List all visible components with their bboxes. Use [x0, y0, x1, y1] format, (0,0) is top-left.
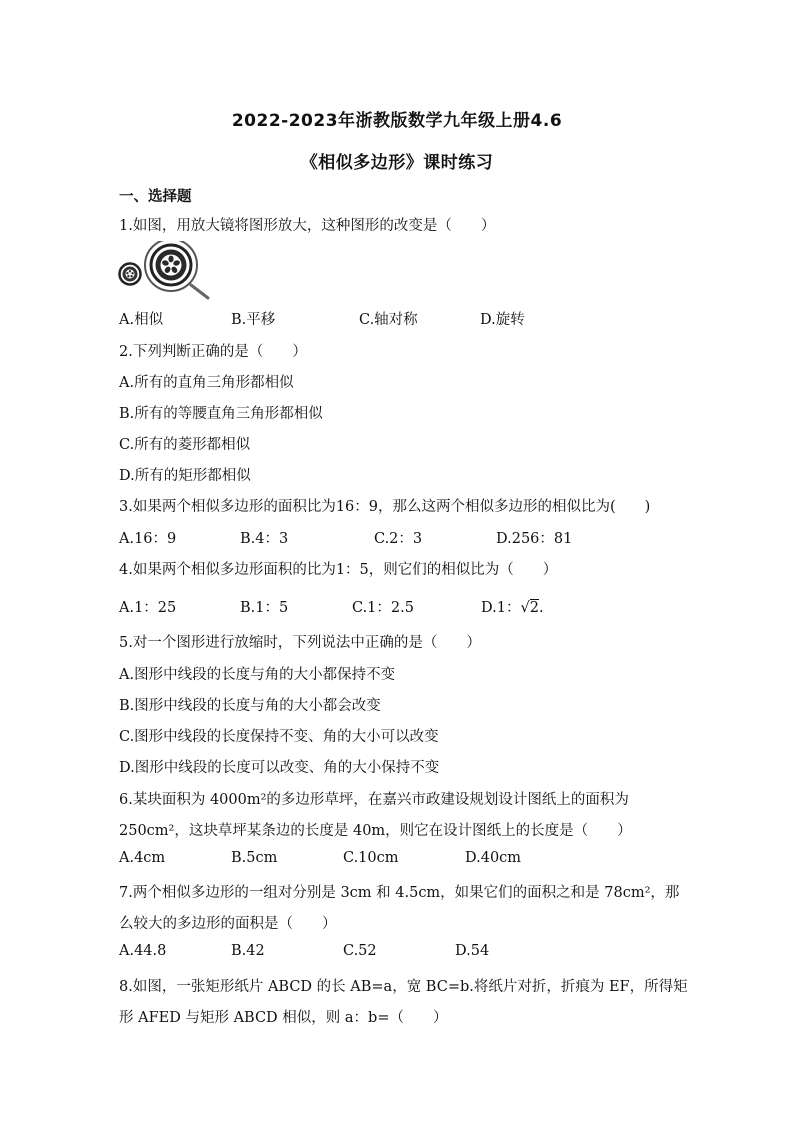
q6-option-b: B.5cm — [231, 850, 278, 866]
q1-option-d: D.旋转 — [480, 312, 525, 328]
q6-option-d: D.40cm — [465, 850, 522, 866]
q3-option-a: A.16：9 — [119, 531, 177, 547]
q7-option-c: C.52 — [343, 943, 377, 959]
question-6-stem-line1: 6.某块面积为 4000m²的多边形草坪，在嘉兴市政建设规划设计图纸上的面积为 — [119, 792, 629, 808]
q2-option-c: C.所有的菱形都相似 — [119, 437, 251, 453]
q3-option-b: B.4：3 — [240, 531, 289, 547]
q3-option-c: C.2：3 — [374, 531, 423, 547]
question-2-stem: 2.下列判断正确的是（ ） — [119, 344, 307, 360]
q4-option-b: B.1：5 — [240, 600, 289, 616]
question-1-stem: 1.如图，用放大镜将图形放大，这种图形的改变是（ ） — [119, 218, 496, 234]
question-3-stem: 3.如果两个相似多边形的面积比为16：9，那么这两个相似多边形的相似比为( ) — [119, 499, 651, 515]
sqrt-sign-icon: √ — [520, 600, 530, 616]
question-8-stem-line1: 8.如图，一张矩形纸片 ABCD 的长 AB=a，宽 BC=b.将纸片对折，折痕为 EF，所得矩 — [119, 979, 688, 995]
q7-option-d: D.54 — [455, 943, 490, 959]
magnifier-handle-icon — [191, 285, 208, 298]
q1-option-a: A.相似 — [119, 312, 164, 328]
question-7-stem-line1: 7.两个相似多边形的一组对分别是 3cm 和 4.5cm，如果它们的面积之和是 78cm²，那 — [119, 885, 680, 901]
question-7-stem-line2: 么较大的多边形的面积是（ ） — [119, 916, 337, 932]
q7-option-b: B.42 — [231, 943, 265, 959]
q6-option-c: C.10cm — [343, 850, 399, 866]
q2-option-b: B.所有的等腰直角三角形都相似 — [119, 406, 323, 422]
q3-option-d: D.256：81 — [496, 531, 573, 547]
q5-option-d: D.图形中线段的长度可以改变、角的大小保持不变 — [119, 760, 440, 776]
q5-option-a: A.图形中线段的长度与角的大小都保持不变 — [119, 667, 396, 683]
q4-option-a: A.1：25 — [119, 600, 177, 616]
q1-option-c: C.轴对称 — [359, 312, 418, 328]
page-title-line1: 2022-2023年浙教版数学九年级上册4.6 — [231, 111, 563, 131]
question-8-stem-line2: 形 AFED 与矩形 ABCD 相似，则 a：b=（ ） — [119, 1010, 448, 1026]
q4-option-c: C.1：2.5 — [352, 600, 414, 616]
q4-option-d-radicand: 2 — [529, 600, 539, 616]
question-4-stem: 4.如果两个相似多边形面积的比为1：5，则它们的相似比为（ ） — [119, 562, 558, 578]
q1-option-b: B.平移 — [231, 312, 276, 328]
section-heading: 一、选择题 — [119, 189, 192, 205]
q6-option-a: A.4cm — [119, 850, 166, 866]
q4-option-d-suffix: . — [538, 600, 544, 616]
q5-option-b: B.图形中线段的长度与角的大小都会改变 — [119, 698, 381, 714]
page-title-line2: 《相似多边形》课时练习 — [300, 153, 494, 173]
q5-option-c: C.图形中线段的长度保持不变、角的大小可以改变 — [119, 729, 439, 745]
magnified-emblem-icon — [145, 241, 197, 291]
q4-option-d-label: D.1： — [481, 600, 521, 616]
small-emblem-icon — [120, 264, 141, 285]
question-6-stem-line2: 250cm²，这块草坪某条边的长度是 40m，则它在设计图纸上的长度是（ ） — [119, 823, 632, 839]
q4-option-d — [481, 596, 544, 617]
magnifier-figure — [116, 241, 216, 303]
q2-option-a: A.所有的直角三角形都相似 — [119, 375, 294, 391]
q2-option-d: D.所有的矩形都相似 — [119, 468, 251, 484]
question-5-stem: 5.对一个图形进行放缩时，下列说法中正确的是（ ） — [119, 635, 481, 651]
q7-option-a: A.44.8 — [119, 943, 167, 959]
